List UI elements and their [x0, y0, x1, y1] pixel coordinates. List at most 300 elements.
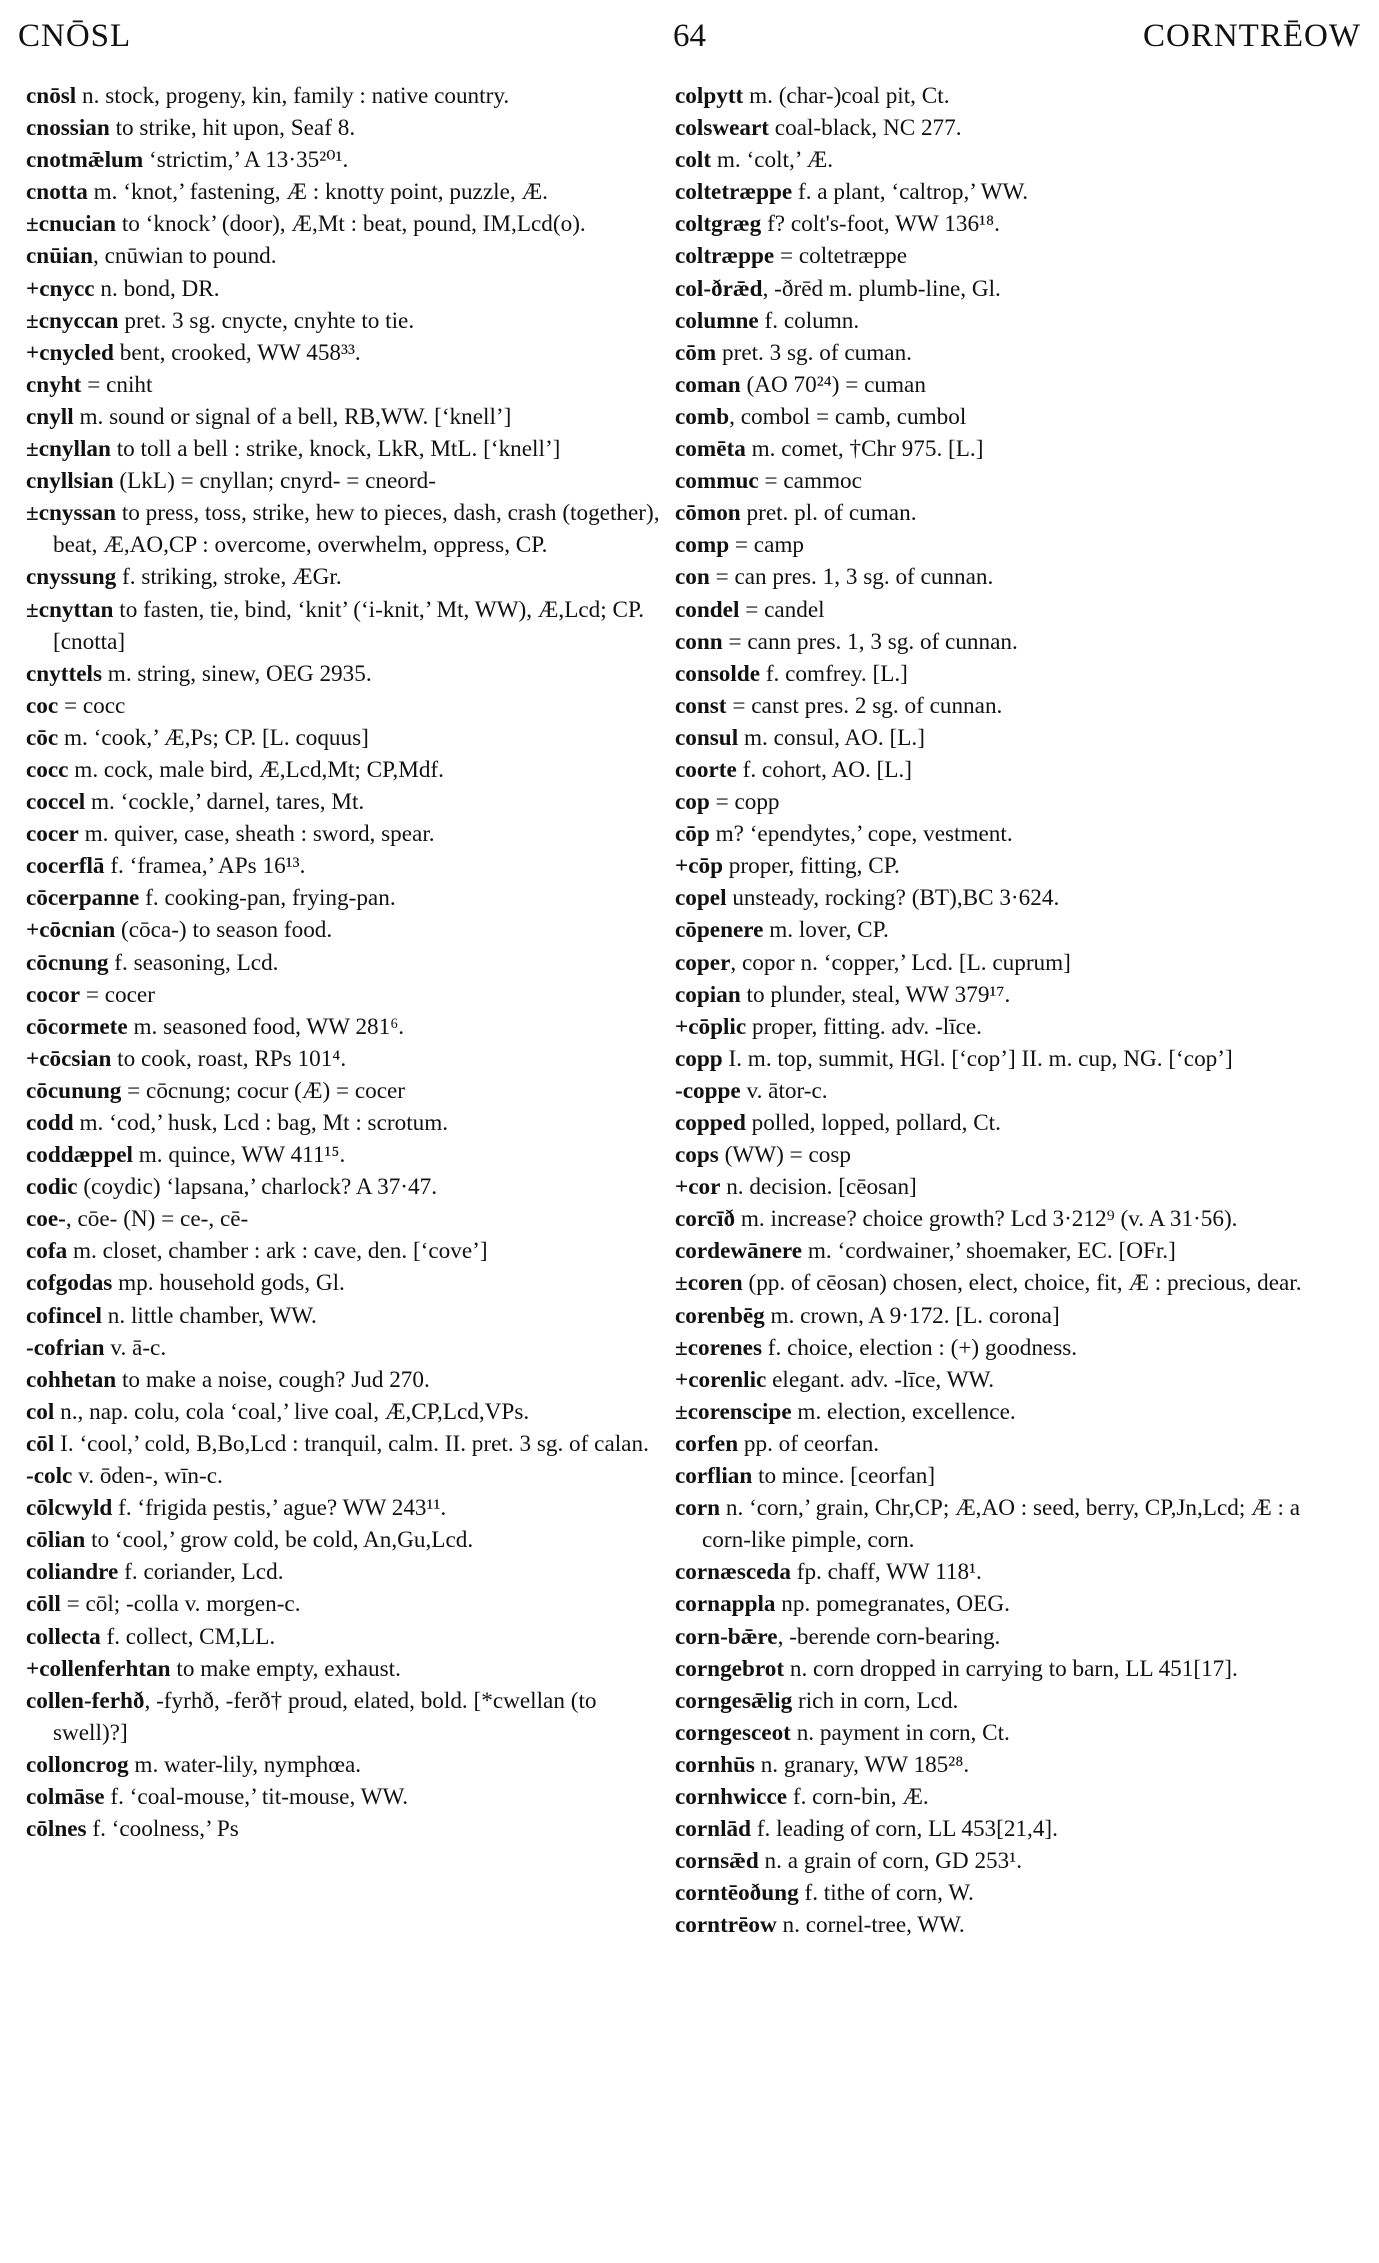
entry-headword: col — [26, 1398, 55, 1425]
entry-headword: +cnycled — [26, 339, 114, 366]
entry-headword: comēta — [675, 436, 746, 463]
entry-definition: mp. household gods, Gl. — [112, 1270, 345, 1297]
entry-headword: consolde — [675, 660, 761, 687]
entry-headword: coddæppel — [26, 1142, 133, 1169]
entry-headword: ±cnyssan — [26, 500, 117, 527]
dictionary-entry — [26, 1492, 666, 1524]
dictionary-entry — [675, 1492, 1310, 1556]
dictionary-entry — [675, 176, 1310, 208]
dictionary-entry — [26, 176, 666, 208]
entry-definition: = cōcnung; cocur (Æ) = cocer — [121, 1077, 406, 1104]
dictionary-entry — [26, 1171, 666, 1203]
entry-headword: cofgodas — [26, 1270, 113, 1297]
entry-headword: collen-ferhð — [26, 1687, 145, 1714]
entry-headword: cornhūs — [675, 1751, 755, 1778]
entry-definition: n. bond, DR. — [94, 275, 220, 302]
entry-definition: m. comet, †Chr 975. [L.] — [745, 436, 984, 463]
dictionary-entry — [675, 80, 1310, 112]
entry-definition: to plunder, steal, WW 379¹⁷. — [740, 981, 1011, 1008]
entry-headword: const — [675, 692, 727, 719]
header-last-word: CORNTRĒOW — [1143, 18, 1361, 54]
dictionary-entry — [26, 80, 666, 112]
dictionary-entry — [675, 1460, 1310, 1492]
dictionary-entry — [675, 1909, 1310, 1941]
entry-headword: cohhetan — [26, 1366, 117, 1393]
entry-headword: cōpenere — [675, 917, 764, 944]
dictionary-entry — [675, 1781, 1310, 1813]
entry-headword: coccel — [26, 789, 86, 816]
dictionary-entry — [26, 882, 666, 914]
entry-definition: v. ātor-c. — [740, 1077, 828, 1104]
entry-definition: = can pres. 1, 3 sg. of cunnan. — [709, 564, 994, 591]
dictionary-entry — [675, 1139, 1310, 1171]
dictionary-entry — [675, 786, 1310, 818]
entry-headword: cornsǣd — [675, 1848, 759, 1875]
entry-headword: cōlian — [26, 1527, 86, 1554]
dictionary-entry — [675, 594, 1310, 626]
dictionary-entry — [26, 1139, 666, 1171]
entry-headword: cop — [675, 789, 710, 816]
entry-headword: +cōplic — [675, 1013, 747, 1040]
entry-headword: copel — [675, 885, 727, 912]
dictionary-entry — [675, 818, 1310, 850]
dictionary-entry — [26, 1621, 666, 1653]
dictionary-entry — [675, 1653, 1310, 1685]
entry-definition: to mince. [ceorfan] — [752, 1463, 936, 1490]
dictionary-entry — [26, 1588, 666, 1620]
entry-headword: cōcnung — [26, 949, 109, 976]
entry-definition: v. ōden-, wīn-c. — [72, 1463, 223, 1490]
entry-headword: cnotta — [26, 179, 88, 206]
dictionary-entry — [26, 594, 666, 658]
dictionary-entry — [675, 1621, 1310, 1653]
entry-headword: cōlcwyld — [26, 1495, 113, 1522]
entry-definition: f. ‘coolness,’ Ps — [86, 1816, 239, 1843]
dictionary-entry — [26, 1653, 666, 1685]
dictionary-entry — [26, 1075, 666, 1107]
entry-definition: = camp — [729, 532, 804, 559]
entry-definition: , cnūwian to pound. — [93, 243, 277, 270]
dictionary-entry — [675, 722, 1310, 754]
entry-definition: = coltetræppe — [774, 243, 908, 270]
dictionary-entry — [26, 497, 666, 561]
dictionary-entry — [26, 208, 666, 240]
entry-headword: colloncrog — [26, 1751, 129, 1778]
entry-definition: = candel — [739, 596, 825, 623]
entry-definition: m. string, sinew, OEG 2935. — [101, 660, 372, 687]
entry-definition: f. cooking-pan, frying-pan. — [139, 885, 396, 912]
dictionary-entry — [675, 401, 1310, 433]
entry-headword: +corenlic — [675, 1366, 767, 1393]
entry-headword: +cnycc — [26, 275, 95, 302]
entry-headword: colsweart — [675, 115, 769, 142]
dictionary-entry — [675, 561, 1310, 593]
entry-headword: ±cnyttan — [26, 596, 114, 623]
entry-headword: ±cnyllan — [26, 436, 111, 463]
entry-headword: coltræppe — [675, 243, 775, 270]
entry-definition: to cook, roast, RPs 101⁴. — [111, 1045, 347, 1072]
dictionary-entry — [26, 1813, 666, 1845]
dictionary-entry — [675, 850, 1310, 882]
entry-definition: = cammoc — [758, 468, 862, 495]
entry-headword: cornhwicce — [675, 1783, 788, 1810]
dictionary-entry — [675, 1588, 1310, 1620]
entry-headword: ±cnyccan — [26, 307, 119, 334]
entry-definition: m. ‘cook,’ Æ,Ps; CP. [L. coquus] — [58, 724, 369, 751]
entry-headword: +cōcnian — [26, 917, 116, 944]
entry-headword: corngesceot — [675, 1719, 791, 1746]
entry-definition: np. pomegranates, OEG. — [775, 1591, 1010, 1618]
entry-headword: copp — [675, 1045, 723, 1072]
entry-definition: (cōca-) to season food. — [115, 917, 333, 944]
entry-headword: cornæsceda — [675, 1559, 791, 1586]
entry-headword: codic — [26, 1174, 78, 1201]
entry-headword: coper — [675, 949, 731, 976]
entry-definition: n. little chamber, WW. — [101, 1302, 317, 1329]
entry-headword: ±corenes — [675, 1334, 762, 1361]
dictionary-entry — [675, 979, 1310, 1011]
entry-headword: cōc — [26, 724, 59, 751]
dictionary-entry — [26, 401, 666, 433]
dictionary-entry — [675, 1396, 1310, 1428]
left-column — [26, 80, 666, 1845]
entry-definition: m. crown, A 9·172. [L. corona] — [764, 1302, 1060, 1329]
entry-headword: corntrēow — [675, 1912, 777, 1939]
dictionary-entry — [26, 690, 666, 722]
entry-definition: m. water-lily, nymphœa. — [128, 1751, 362, 1778]
dictionary-entry — [675, 1235, 1310, 1267]
entry-definition: elegant. adv. -līce, WW. — [766, 1366, 995, 1393]
entry-headword: cōl — [26, 1430, 55, 1457]
entry-definition: m. quiver, case, sheath : sword, spear. — [78, 821, 435, 848]
entry-headword: cnyssung — [26, 564, 117, 591]
entry-definition: f. leading of corn, LL 453[21,4]. — [751, 1816, 1058, 1843]
entry-definition: n. corn dropped in carrying to barn, LL 451[17]. — [784, 1655, 1238, 1682]
entry-definition: to ‘knock’ (door), Æ,Mt : beat, pound, IM,Lcd(o). — [116, 211, 586, 238]
entry-definition: m. seasoned food, WW 281⁶. — [127, 1013, 405, 1040]
entry-definition: , cōe- (N) = ce-, cē- — [65, 1206, 249, 1233]
header-first-word: CNŌSL — [18, 18, 132, 54]
entry-headword: colt — [675, 147, 712, 174]
entry-headword: coorte — [675, 756, 737, 783]
dictionary-entry — [26, 979, 666, 1011]
entry-headword: cōcormete — [26, 1013, 128, 1040]
dictionary-entry — [26, 112, 666, 144]
dictionary-entry — [26, 1203, 666, 1235]
entry-headword: commuc — [675, 468, 759, 495]
dictionary-entry — [26, 1235, 666, 1267]
entry-headword: cornappla — [675, 1591, 776, 1618]
dictionary-entry — [26, 754, 666, 786]
dictionary-entry — [26, 465, 666, 497]
entry-definition: m. ‘cordwainer,’ shoemaker, EC. [OFr.] — [802, 1238, 1176, 1265]
entry-definition: n. a grain of corn, GD 253¹. — [758, 1848, 1022, 1875]
entry-definition: (AO 70²⁴) = cuman — [740, 371, 926, 398]
dictionary-entry — [26, 1428, 666, 1460]
entry-headword: cnyttels — [26, 660, 102, 687]
dictionary-entry — [26, 722, 666, 754]
entry-definition: = canst pres. 2 sg. of cunnan. — [726, 692, 1003, 719]
entry-headword: cōcerpanne — [26, 885, 140, 912]
entry-definition: unsteady, rocking? (BT),BC 3·624. — [726, 885, 1060, 912]
entry-headword: colmāse — [26, 1783, 105, 1810]
entry-headword: col-ðrǣd — [675, 275, 763, 302]
entry-definition: f. corn-bin, Æ. — [787, 1783, 929, 1810]
entry-headword: cnyllsian — [26, 468, 114, 495]
dictionary-entry — [26, 144, 666, 176]
entry-definition: I. ‘cool,’ cold, B,Bo,Lcd : tranquil, calm. II. pret. 3 sg. of calan. — [54, 1430, 649, 1457]
dictionary-entry — [675, 465, 1310, 497]
dictionary-entry — [675, 112, 1310, 144]
dictionary-entry — [675, 369, 1310, 401]
entry-definition: n. decision. [cēosan] — [720, 1174, 917, 1201]
entry-headword: cops — [675, 1142, 719, 1169]
entry-headword: +cōcsian — [26, 1045, 112, 1072]
dictionary-entry — [675, 1845, 1310, 1877]
entry-definition: proper, fitting. adv. -līce. — [746, 1013, 982, 1040]
dictionary-entry — [675, 1813, 1310, 1845]
entry-headword: cōcunung — [26, 1077, 122, 1104]
dictionary-entry — [675, 1685, 1310, 1717]
entry-headword: -colc — [26, 1463, 73, 1490]
entry-headword: cōm — [675, 339, 717, 366]
entry-headword: corn-bǣre — [675, 1623, 778, 1650]
entry-headword: coliandre — [26, 1559, 119, 1586]
entry-definition: = cocer — [80, 981, 155, 1008]
entry-definition: m. closet, chamber : ark : cave, den. [‘cove’] — [67, 1238, 488, 1265]
entry-definition: n. payment in corn, Ct. — [790, 1719, 1010, 1746]
entry-definition: to press, toss, strike, hew to pieces, dash, crash (together), beat, Æ,AO,CP : overcome, overwhelm, oppress, CP. — [53, 500, 660, 559]
entry-headword: corenbēg — [675, 1302, 765, 1329]
dictionary-entry — [675, 1171, 1310, 1203]
dictionary-entry — [26, 240, 666, 272]
entry-definition: n. ‘corn,’ grain, Chr,CP; Æ,AO : seed, berry, CP,Jn,Lcd; Æ : a corn-like pimple, corn. — [702, 1495, 1301, 1554]
entry-headword: cnūian — [26, 243, 94, 270]
dictionary-entry — [26, 305, 666, 337]
entry-headword: coltgræg — [675, 211, 762, 238]
dictionary-entry — [675, 1877, 1310, 1909]
entry-headword: coe- — [26, 1206, 66, 1233]
entry-definition: , copor n. ‘copper,’ Lcd. [L. cuprum] — [730, 949, 1071, 976]
dictionary-entry — [675, 1428, 1310, 1460]
dictionary-entry — [675, 626, 1310, 658]
entry-headword: copped — [675, 1110, 746, 1136]
entry-headword: comb — [675, 403, 730, 430]
entry-definition: , -ðrēd m. plumb-line, Gl. — [762, 275, 1001, 302]
entry-headword: +cor — [675, 1174, 721, 1201]
entry-headword: ±cnucian — [26, 211, 117, 238]
entry-headword: coltetræppe — [675, 179, 793, 206]
dictionary-entry — [675, 240, 1310, 272]
dictionary-entry — [26, 273, 666, 305]
entry-definition: f. choice, election : (+) goodness. — [762, 1334, 1078, 1361]
dictionary-entry — [675, 305, 1310, 337]
entry-headword: corngebrot — [675, 1655, 785, 1682]
entry-definition: = cniht — [81, 371, 153, 398]
entry-headword: -coppe — [675, 1077, 741, 1104]
dictionary-entry — [675, 337, 1310, 369]
entry-headword: cofincel — [26, 1302, 102, 1329]
entry-definition: fp. chaff, WW 118¹. — [790, 1559, 982, 1586]
entry-headword: collecta — [26, 1623, 101, 1650]
dictionary-entry — [26, 1556, 666, 1588]
dictionary-entry — [675, 529, 1310, 561]
entry-definition: f. ‘coal-mouse,’ tit-mouse, WW. — [104, 1783, 409, 1810]
dictionary-entry — [675, 754, 1310, 786]
dictionary-entry — [675, 690, 1310, 722]
entry-headword: condel — [675, 596, 740, 623]
entry-headword: +collenferhtan — [26, 1655, 171, 1682]
entry-definition: = cann pres. 1, 3 sg. of cunnan. — [722, 628, 1018, 655]
entry-definition: (pp. of cēosan) chosen, elect, choice, fit, Æ : precious, dear. — [742, 1270, 1302, 1297]
entry-definition: = cocc — [58, 692, 126, 719]
entry-headword: consul — [675, 724, 739, 751]
entry-headword: cornlād — [675, 1816, 752, 1843]
dictionary-entry — [26, 1107, 666, 1139]
entry-definition: f. collect, CM,LL. — [100, 1623, 276, 1650]
entry-definition: m. quince, WW 411¹⁵. — [132, 1142, 346, 1169]
dictionary-entry — [675, 1011, 1310, 1043]
entry-headword: corntēoðung — [675, 1880, 799, 1907]
entry-definition: pret. 3 sg. of cuman. — [716, 339, 912, 366]
entry-headword: corngesǣlig — [675, 1687, 793, 1714]
dictionary-entry — [26, 1332, 666, 1364]
entry-definition: n. granary, WW 185²⁸. — [754, 1751, 970, 1778]
dictionary-entry — [675, 1107, 1310, 1139]
entry-definition: f. seasoning, Lcd. — [108, 949, 279, 976]
dictionary-entry — [675, 914, 1310, 946]
dictionary-entry — [26, 1043, 666, 1075]
entry-definition: f. a plant, ‘caltrop,’ WW. — [792, 179, 1029, 206]
dictionary-entry — [675, 1075, 1310, 1107]
entry-definition: f. column. — [758, 307, 860, 334]
entry-headword: cnossian — [26, 115, 110, 142]
entry-definition: , combol = camb, cumbol — [729, 403, 967, 430]
entry-definition: f. cohort, AO. [L.] — [736, 756, 912, 783]
entry-headword: -cofrian — [26, 1334, 105, 1361]
entry-definition: I. m. top, summit, HGl. [‘cop’] II. m. cup, NG. [‘cop’] — [722, 1045, 1233, 1072]
entry-headword: ±coren — [675, 1270, 743, 1297]
entry-definition: n. stock, progeny, kin, family : native country. — [76, 83, 510, 109]
entry-headword: cocc — [26, 756, 69, 783]
entry-headword: conn — [675, 628, 723, 655]
entry-definition: to fasten, tie, bind, ‘knit’ (‘i-knit,’ Mt, WW), Æ,Lcd; CP. [cnotta] — [53, 596, 645, 655]
entry-definition: n. cornel-tree, WW. — [776, 1912, 965, 1939]
entry-headword: +cōp — [675, 853, 723, 880]
entry-definition: = cōl; -colla v. morgen-c. — [60, 1591, 301, 1618]
entry-definition: to make empty, exhaust. — [170, 1655, 401, 1682]
entry-definition: ‘strictim,’ A 13·35²⁰¹. — [143, 147, 349, 174]
dictionary-entry — [26, 1011, 666, 1043]
entry-headword: cōlnes — [26, 1816, 87, 1843]
entry-definition: f. striking, stroke, ÆGr. — [116, 564, 342, 591]
entry-definition: rich in corn, Lcd. — [792, 1687, 959, 1714]
entry-definition: = copp — [709, 789, 780, 816]
entry-definition: (coydic) ‘lapsana,’ charlock? A 37·47. — [77, 1174, 437, 1201]
entry-definition: m. ‘colt,’ Æ. — [711, 147, 833, 174]
entry-definition: f. ‘frigida pestis,’ ague? WW 243¹¹. — [112, 1495, 447, 1522]
dictionary-entry — [675, 497, 1310, 529]
entry-definition: m. sound or signal of a bell, RB,WW. [‘knell’] — [73, 403, 512, 430]
dictionary-entry — [26, 369, 666, 401]
dictionary-entry — [26, 786, 666, 818]
entry-headword: coman — [675, 371, 741, 398]
entry-headword: con — [675, 564, 710, 591]
entry-definition: , -fyrhð, -ferð† proud, elated, bold. [*cwellan (to swell)?] — [53, 1687, 597, 1746]
entry-definition: m. cock, male bird, Æ,Lcd,Mt; CP,Mdf. — [68, 756, 444, 783]
entry-definition: (WW) = cosp — [718, 1142, 851, 1169]
dictionary-entry — [26, 1267, 666, 1299]
dictionary-entry — [675, 1267, 1310, 1299]
entry-headword: corflian — [675, 1463, 753, 1490]
entry-definition: bent, crooked, WW 458³³. — [113, 339, 361, 366]
page-number: 64 — [673, 18, 706, 54]
dictionary-entry — [675, 1556, 1310, 1588]
entry-definition: m. consul, AO. [L.] — [738, 724, 925, 751]
entry-definition: m. ‘cockle,’ darnel, tares, Mt. — [85, 789, 365, 816]
entry-headword: cofa — [26, 1238, 68, 1265]
entry-definition: m? ‘ependytes,’ cope, vestment. — [709, 821, 1013, 848]
entry-headword: comp — [675, 532, 730, 559]
entry-headword: cōll — [26, 1591, 61, 1618]
entry-headword: ±corenscipe — [675, 1398, 792, 1425]
dictionary-entry — [675, 1717, 1310, 1749]
entry-definition: to make a noise, cough? Jud 270. — [116, 1366, 430, 1393]
entry-definition: pp. of ceorfan. — [738, 1430, 880, 1457]
page-header — [18, 10, 1361, 60]
entry-headword: cnotmǣlum — [26, 147, 144, 174]
dictionary-entry — [675, 1749, 1310, 1781]
dictionary-entry — [675, 1332, 1310, 1364]
entry-definition: m. lover, CP. — [763, 917, 889, 944]
dictionary-entry — [26, 1781, 666, 1813]
entry-definition: v. ā-c. — [104, 1334, 167, 1361]
entry-definition: , -berende corn-bearing. — [777, 1623, 1001, 1650]
entry-definition: f. tithe of corn, W. — [798, 1880, 974, 1907]
dictionary-entry — [675, 1364, 1310, 1396]
entry-definition: f? colt's-foot, WW 136¹⁸. — [761, 211, 1000, 238]
dictionary-entry — [26, 561, 666, 593]
dictionary-entry — [26, 818, 666, 850]
dictionary-entry — [675, 882, 1310, 914]
dictionary-entry — [26, 914, 666, 946]
dictionary-entry — [675, 1203, 1310, 1235]
entry-definition: f. coriander, Lcd. — [118, 1559, 284, 1586]
entry-headword: cnyht — [26, 371, 82, 398]
dictionary-entry — [675, 208, 1310, 240]
entry-definition: to strike, hit upon, Seaf 8. — [109, 115, 356, 142]
entry-headword: corfen — [675, 1430, 739, 1457]
entry-headword: codd — [26, 1110, 74, 1136]
entry-headword: cocor — [26, 981, 81, 1008]
entry-definition: to toll a bell : strike, knock, LkR, MtL. [‘knell’] — [110, 436, 561, 463]
entry-definition: m. election, excellence. — [791, 1398, 1016, 1425]
entry-headword: coc — [26, 692, 59, 719]
entry-headword: cocer — [26, 821, 79, 848]
entry-definition: (LkL) = cnyllan; cnyrd- = cneord- — [113, 468, 436, 495]
dictionary-entry — [675, 658, 1310, 690]
entry-headword: copian — [675, 981, 741, 1008]
entry-headword: colpytt — [675, 83, 744, 109]
entry-headword: cnōsl — [26, 83, 77, 109]
dictionary-entry — [675, 144, 1310, 176]
right-column — [675, 80, 1310, 1941]
dictionary-entry — [26, 1524, 666, 1556]
entry-definition: polled, lopped, pollard, Ct. — [745, 1110, 1001, 1136]
entry-headword: cordewānere — [675, 1238, 803, 1265]
entry-definition: pret. 3 sg. cnycte, cnyhte to tie. — [118, 307, 415, 334]
entry-definition: f. ‘framea,’ APs 16¹³. — [104, 853, 306, 880]
